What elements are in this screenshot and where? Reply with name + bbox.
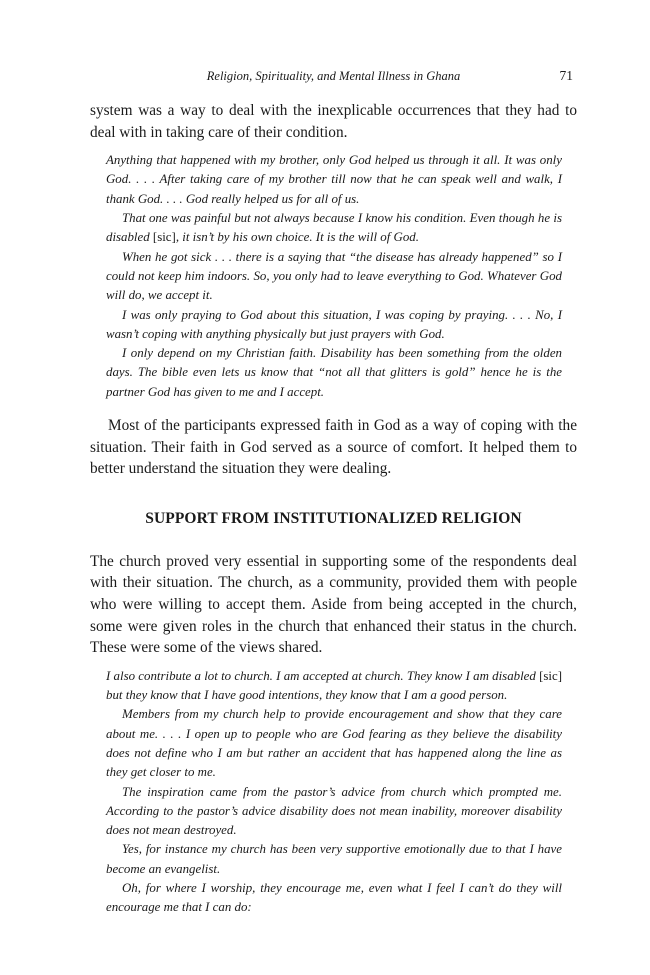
paragraph-continuation: system was a way to deal with the inexplicable occurrences that they had to deal with in taking care of their condition.: [90, 102, 577, 141]
sic-mark: [sic]: [539, 668, 562, 683]
quote-paragraph: Yes, for instance my church has been very supportive emotionally due to that I have become an evangelist.: [106, 842, 562, 876]
quote-paragraph: [106, 209, 562, 248]
quote-paragraph: [106, 667, 562, 706]
quote-paragraph: The inspiration came from the pastor’s advice from church which prompted me. According to the pastor’s advice disability does not mean inability, moreover disability does not mean destroyed.: [106, 784, 562, 838]
quote-paragraph: Members from my church help to provide encouragement and show that they care about me. . . . I open up to people who are God fearing as they believe the disability does not define who I am but rather an accident that has happened along the line as they get closer to me.: [106, 707, 562, 780]
quote-text: but they know that I have good intentions, they know that I am a good person.: [106, 688, 508, 703]
paragraph-faith-summary: Most of the participants expressed faith in God as a way of coping with the situation. Their faith in God served as a source of comfort. It helped them to better understand the situation they were dealing.: [90, 417, 577, 478]
sic-mark: [sic]: [152, 230, 176, 245]
running-head: [90, 66, 577, 86]
page-number: 71: [559, 68, 573, 83]
quote-paragraph: Oh, for where I worship, they encourage me, even what I feel I can’t do they will encourage me that I can do:: [106, 881, 562, 915]
block-quote-faith: [106, 151, 562, 402]
quote-text: , it isn’t by his own choice. It is the will of God.: [175, 230, 419, 245]
running-title: Religion, Spirituality, and Mental Illness in Ghana: [206, 69, 461, 83]
quote-paragraph: I was only praying to God about this situation, I was coping by praying. . . . No, I wasn’t coping with anything physically but just prayers with God.: [106, 307, 562, 341]
quote-text: That one was painful but not always because I know his condition. Even though he is disabled: [106, 211, 562, 245]
quote-paragraph: When he got sick . . . there is a saying that “the disease has already happened” so I could not keep him indoors. So, you only had to leave everything to God. Whatever God will do, we accept it.: [106, 249, 562, 303]
quote-paragraph: Anything that happened with my brother, only God helped us through it all. It was only God. . . . After taking care of my brother till now that he can speak well and walk, I thank God. . . . God really helped us for all of us.: [106, 153, 562, 206]
quote-paragraph: I only depend on my Christian faith. Disability has been something from the olden days. The bible even lets us know that “not all that glitters is gold” hence he is the partner God has given to me and I accept.: [106, 346, 562, 399]
block-quote-church: [106, 667, 562, 918]
section-heading: SUPPORT FROM INSTITUTIONALIZED RELIGION: [145, 509, 522, 527]
quote-text: I also contribute a lot to church. I am accepted at church. They know I am disabled: [106, 668, 540, 683]
paragraph-church-support: The church proved very essential in supporting some of the respondents deal with their situation. The church, as a community, provided them with people who were willing to accept them. Aside from being accepted in the church, some were given roles in the church that enhanced their status in the church. These were some of the views shared.: [90, 552, 577, 657]
page-body: [90, 100, 577, 918]
